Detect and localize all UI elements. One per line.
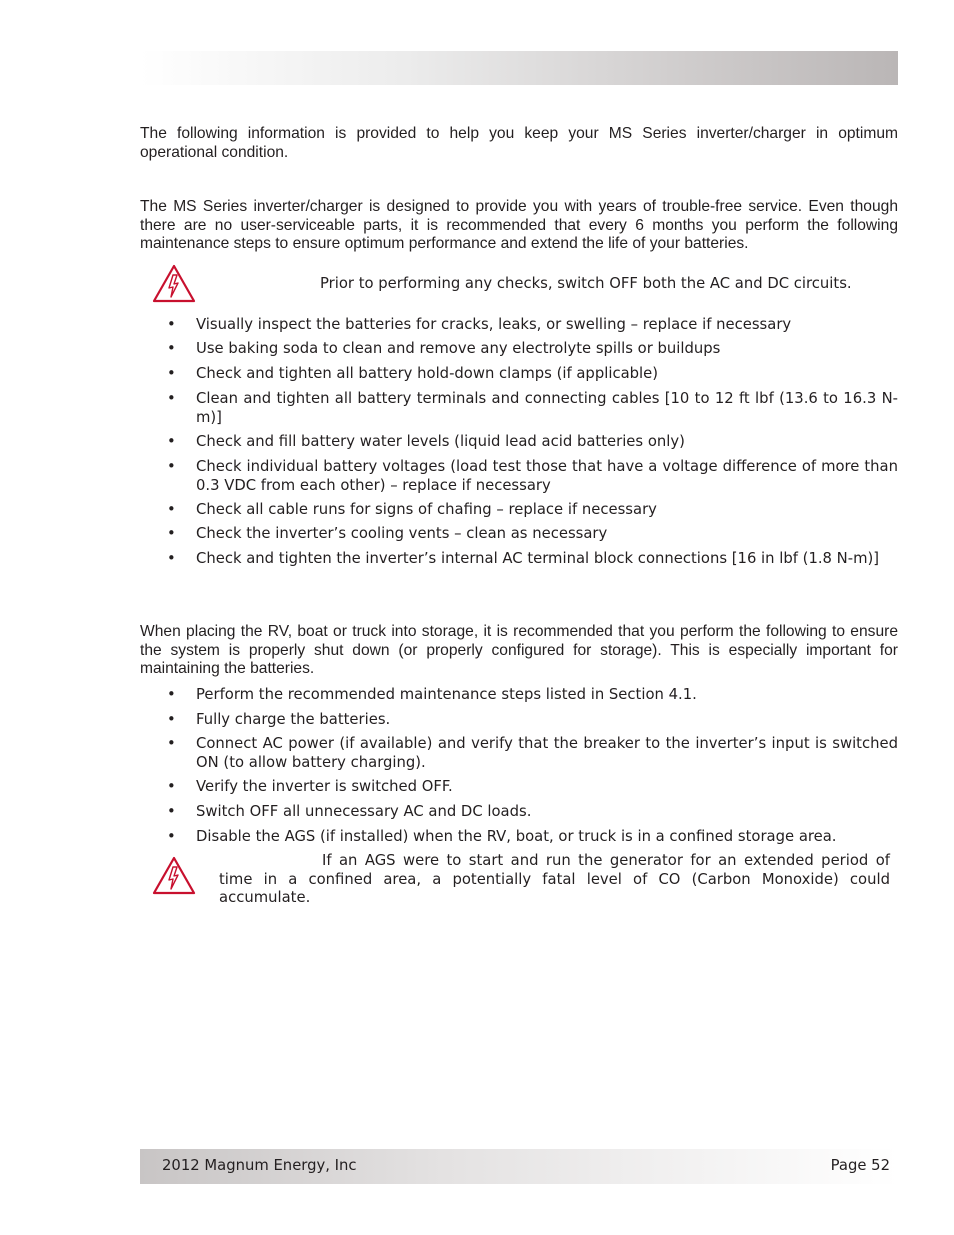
- list-item-text: Switch OFF all unnecessary AC and DC loads.: [196, 803, 532, 820]
- list-item-text: Connect AC power (if available) and verify that the breaker to the inverter’s input is switched ON (to allow battery charging).: [196, 735, 898, 771]
- list-item-text: Check and tighten the inverter’s internal AC terminal block connections [16 in lbf (1.8 N-m)]: [196, 550, 880, 567]
- warning-text-1: Prior to performing any checks, switch OFF both the AC and DC circuits.: [320, 275, 852, 292]
- warning-text-2: If an AGS were to start and run the generator for an extended period of time in a confined area, a potentially fatal level of CO (Carbon Monoxide) could accumulate.: [219, 852, 890, 906]
- bullet: •: [167, 316, 176, 333]
- storage-intro-paragraph: When placing the RV, boat or truck into storage, it is recommended that you perform the following to ensure the system is properly shut down (or properly configured for storage). This is especially important for maintaining the batteries.: [140, 623, 898, 677]
- bullet: •: [167, 525, 176, 542]
- warning-shock-icon: [152, 264, 196, 304]
- footer-copyright: 2012 Magnum Energy, Inc: [162, 1157, 357, 1174]
- bullet: •: [167, 390, 176, 407]
- list-item-text: Clean and tighten all battery terminals and connecting cables [10 to 12 ft lbf (13.6 to 16.3 N-m)]: [196, 390, 898, 426]
- list-item-text: Check all cable runs for signs of chafing – replace if necessary: [196, 501, 657, 518]
- header-bar: [140, 51, 898, 85]
- footer-bar: [140, 1149, 898, 1184]
- bullet: •: [167, 828, 176, 845]
- bullet: •: [167, 550, 176, 567]
- list-item-text: Verify the inverter is switched OFF.: [196, 778, 453, 795]
- bullet: •: [167, 501, 176, 518]
- list-item-text: Fully charge the batteries.: [196, 711, 391, 728]
- list-item-text: Check and fill battery water levels (liquid lead acid batteries only): [196, 433, 685, 450]
- bullet: •: [167, 340, 176, 357]
- bullet: •: [167, 458, 176, 475]
- list-item-text: Use baking soda to clean and remove any electrolyte spills or buildups: [196, 340, 721, 357]
- bullet: •: [167, 433, 176, 450]
- list-item-text: Check individual battery voltages (load test those that have a voltage difference of more than 0.3 VDC from each other) – replace if necessary: [196, 458, 898, 494]
- intro-paragraph: The following information is provided to help you keep your MS Series inverter/charger in optimum operational condition.: [140, 125, 898, 161]
- bullet: •: [167, 778, 176, 795]
- bullet: •: [167, 735, 176, 752]
- list-item-text: Disable the AGS (if installed) when the RV, boat, or truck is in a confined storage area.: [196, 828, 837, 845]
- bullet: •: [167, 711, 176, 728]
- warning-shock-icon: [152, 856, 196, 896]
- page-number: Page 52: [830, 1157, 890, 1174]
- list-item-text: Check the inverter’s cooling vents – clean as necessary: [196, 525, 608, 542]
- list-item-text: Visually inspect the batteries for cracks, leaks, or swelling – replace if necessary: [196, 316, 792, 333]
- bullet: •: [167, 803, 176, 820]
- list-item-text: Check and tighten all battery hold-down clamps (if applicable): [196, 365, 659, 382]
- bullet: •: [167, 686, 176, 703]
- bullet: •: [167, 365, 176, 382]
- list-item-text: Perform the recommended maintenance steps listed in Section 4.1.: [196, 686, 697, 703]
- maintenance-intro-paragraph: The MS Series inverter/charger is designed to provide you with years of trouble-free service. Even though there are no user-serviceable parts, it is recommended that every 6 months you perform the following maintenance steps to ensure optimum performance and extend the life of your batteries.: [140, 198, 898, 252]
